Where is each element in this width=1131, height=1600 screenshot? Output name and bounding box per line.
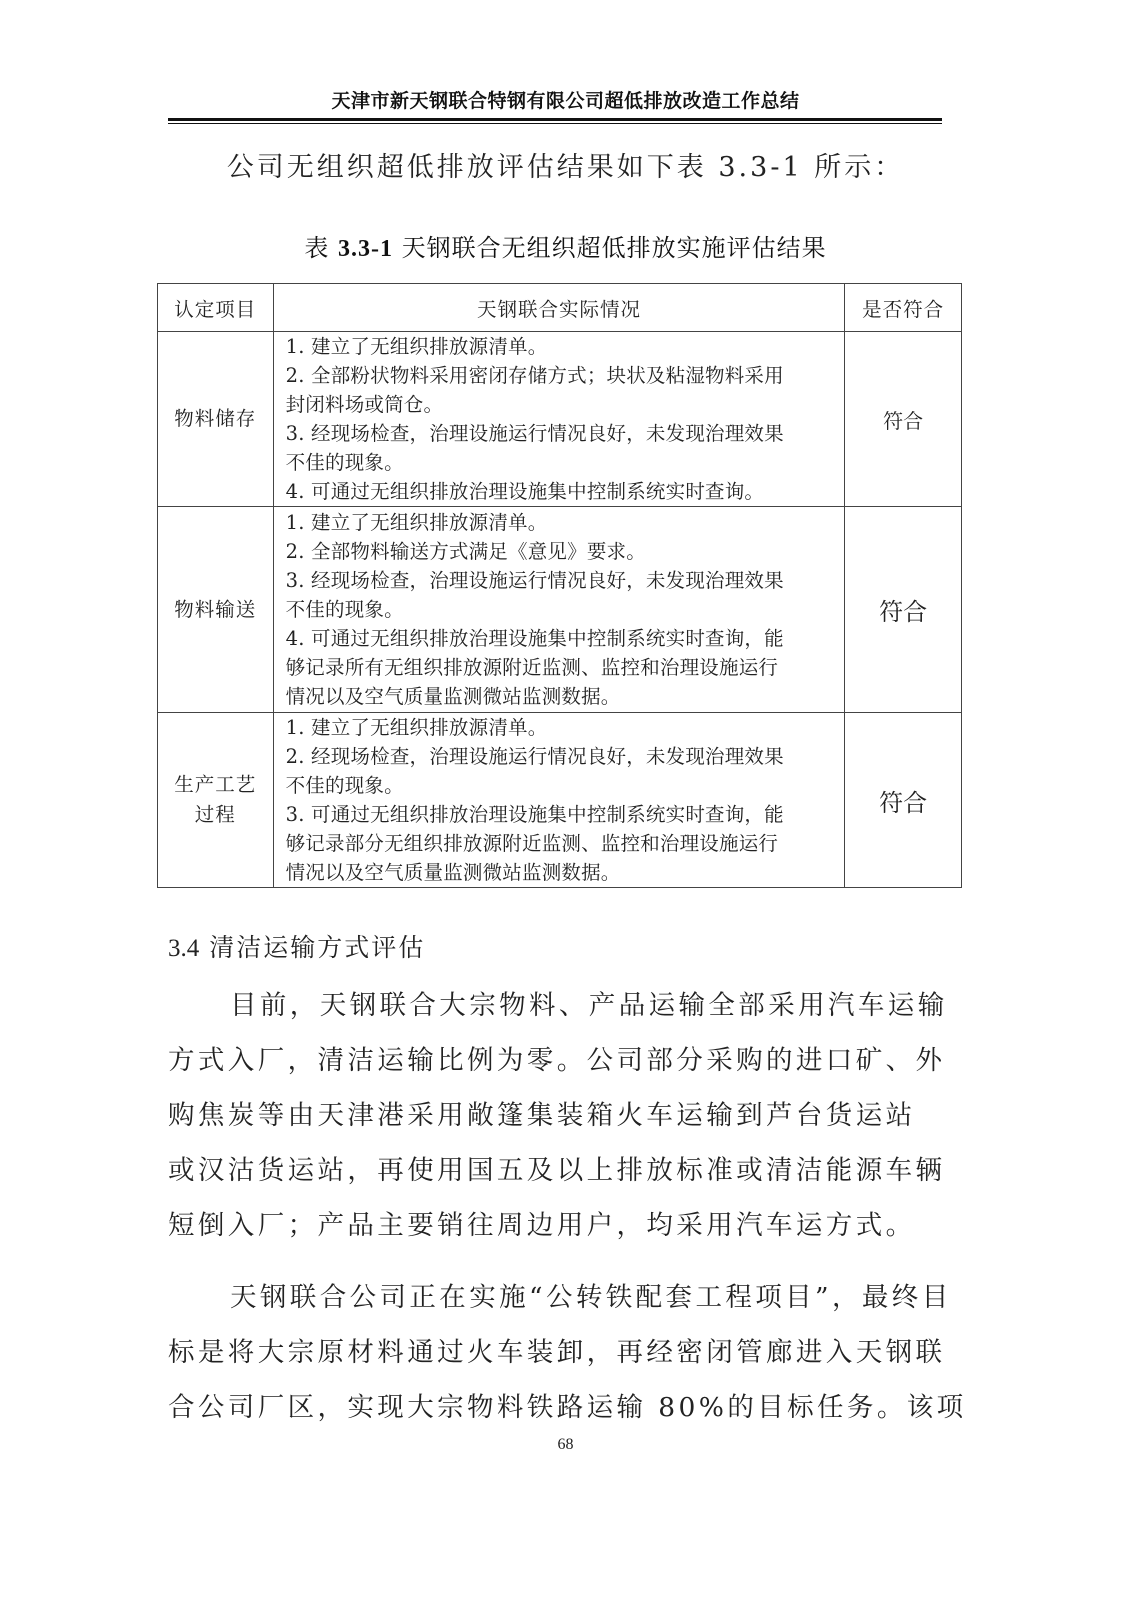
situation-line: 2. 经现场检查，治理设施运行情况良好，未发现治理效果 [285, 745, 784, 768]
table-row [158, 332, 962, 507]
evaluation-table [157, 283, 962, 888]
paragraph-line: 短倒入厂；产品主要销往周边用户，均采用汽车运方式。 [168, 1210, 916, 1241]
section-title: 清洁运输方式评估 [209, 933, 426, 962]
table-header-row [158, 284, 962, 332]
paragraph-line: 购焦炭等由天津港采用敞篷集装箱火车运输到芦台货运站 [168, 1100, 916, 1131]
paragraph-line: 合公司厂区，实现大宗物料铁路运输 80%的目标任务。该项 [168, 1392, 967, 1423]
header-rule-thick [168, 118, 942, 121]
section-number: 3.4 [168, 935, 200, 962]
paragraph-line: 天钢联合公司正在实施“公转铁配套工程项目”，最终目 [230, 1282, 952, 1313]
compliance-cell: 符合 [845, 332, 962, 507]
situation-line: 情况以及空气质量监测微站监测数据。 [285, 861, 621, 884]
paragraph-transport-status [168, 978, 948, 1253]
situation-line: 3. 经现场检查，治理设施运行情况良好，未发现治理效果 [285, 569, 784, 592]
page-number: 68 [557, 1436, 574, 1453]
item-label: 物料储存 [174, 407, 257, 430]
table-row [158, 713, 962, 888]
situation-cell [273, 507, 845, 713]
situation-line: 1. 建立了无组织排放源清单。 [285, 511, 548, 534]
situation-line: 3. 经现场检查，治理设施运行情况良好，未发现治理效果 [285, 422, 784, 445]
situation-line: 封闭料场或筒仓。 [285, 393, 444, 416]
situation-line: 够记录部分无组织排放源附近监测、监控和治理设施运行 [285, 832, 779, 855]
item-label: 过程 [194, 803, 236, 826]
situation-line: 1. 建立了无组织排放源清单。 [285, 335, 548, 358]
situation-line: 够记录所有无组织排放源附近监测、监控和治理设施运行 [285, 656, 779, 679]
table-caption [0, 228, 1131, 263]
situation-cell [273, 332, 845, 507]
paragraph-line: 标是将大宗原材料通过火车装卸，再经密闭管廊进入天钢联 [168, 1337, 946, 1368]
compliance-cell: 符合 [845, 713, 962, 888]
item-cell [158, 713, 274, 888]
running-header-title: 天津市新天钢联合特钢有限公司超低排放改造工作总结 [331, 90, 800, 112]
situation-line: 4. 可通过无组织排放治理设施集中控制系统实时查询。 [285, 480, 765, 503]
situation-cell [273, 713, 845, 888]
header-item: 认定项目 [158, 284, 274, 332]
situation-line: 不佳的现象。 [285, 774, 404, 797]
situation-line: 不佳的现象。 [285, 451, 404, 474]
situation-line: 2. 全部物料输送方式满足《意见》要求。 [285, 540, 646, 563]
situation-line: 1. 建立了无组织排放源清单。 [285, 716, 548, 739]
item-label: 物料输送 [174, 597, 257, 621]
section-heading [168, 928, 425, 964]
table-caption-text: 天钢联合无组织超低排放实施评估结果 [393, 234, 827, 262]
item-label: 生产工艺 [174, 773, 257, 796]
situation-line: 2. 全部粉状物料采用密闭存储方式；块状及粘湿物料采用 [285, 364, 784, 387]
paragraph-rail-project [168, 1270, 967, 1435]
compliance-cell: 符合 [845, 507, 962, 713]
item-cell [158, 507, 274, 713]
paragraph-line: 方式入厂，清洁运输比例为零。公司部分采购的进口矿、外 [168, 1045, 946, 1076]
header-situation: 天钢联合实际情况 [273, 284, 845, 332]
header-rule-thin [168, 123, 942, 124]
situation-line: 4. 可通过无组织排放治理设施集中控制系统实时查询，能 [285, 627, 784, 650]
header-compliance: 是否符合 [845, 284, 962, 332]
situation-line: 情况以及空气质量监测微站监测数据。 [285, 685, 621, 708]
table-row [158, 507, 962, 713]
intro-sentence: 公司无组织超低排放评估结果如下表 3.3-1 所示： [226, 152, 905, 183]
item-cell [158, 332, 274, 507]
table-caption-prefix: 表 [304, 234, 338, 262]
paragraph-line: 目前，天钢联合大宗物料、产品运输全部采用汽车运输 [230, 990, 948, 1021]
situation-line: 不佳的现象。 [285, 598, 404, 621]
situation-line: 3. 可通过无组织排放治理设施集中控制系统实时查询，能 [285, 803, 784, 826]
paragraph-line: 或汉沽货运站，再使用国五及以上排放标准或清洁能源车辆 [168, 1155, 946, 1186]
table-caption-number: 3.3-1 [338, 236, 393, 262]
